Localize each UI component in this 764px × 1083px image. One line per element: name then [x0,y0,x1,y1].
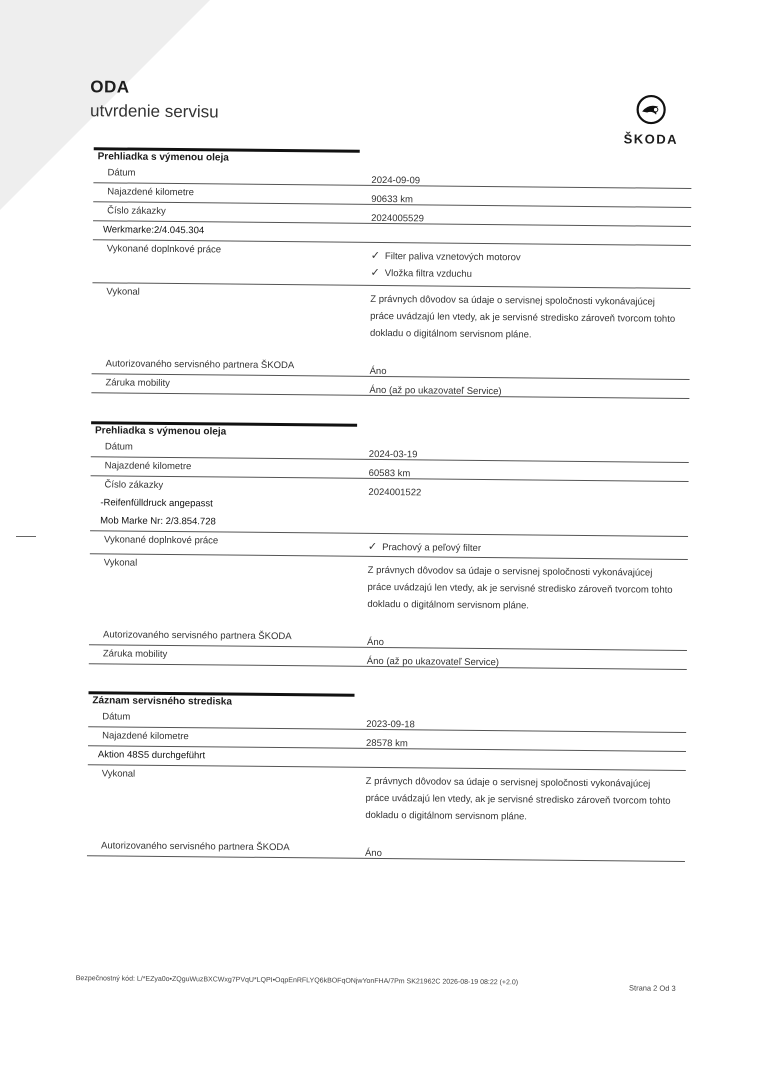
row-additional-work [92,240,690,289]
row-label: Záruka mobility [102,648,168,660]
brand-heading: ODA [90,77,130,97]
row-label: Aktion 48S5 durchgeführt [97,749,206,762]
row-value: Z právnych dôvodov sa údaje o servisnej spoločnosti vykonávajúcej práce uvádzajú len vtedy, ak je servisné stredisko zároveň tvorcom tohto dokladu o digitálnom servisnom pláne. [369,293,676,341]
work-item: Prachový a peľový filter [382,542,482,554]
row-value: 2024-03-19 [368,448,418,461]
row-value: Áno [369,365,387,378]
checkmark-icon: ✓ [370,249,381,262]
row-label: Vykonal [101,768,136,780]
service-section-1 [91,147,691,399]
row-value: Áno [366,636,384,649]
row-value: 2023-09-18 [366,718,415,731]
work-item: Vložka filtra vzduchu [384,268,472,280]
row-value: 28578 km [365,737,408,750]
row-performed-by [89,554,688,632]
row-label: Mob Marke Nr: 2/3.854.728 [100,515,216,528]
row-value [370,248,520,283]
row-label: Autorizovaného servisného partnera ŠKODA [100,840,290,854]
checkmark-icon: ✓ [367,540,378,553]
row-label: Vykonal [106,286,140,298]
row-value: Z právnych dôvodov sa údaje o servisnej spoločnosti vykonávajúcej práce uvádzajú len vtedy, ak je servisné stredisko zároveň tvorcom tohto dokladu o digitálnom servisnom pláne. [365,775,671,823]
row-value: 90633 km [371,193,414,206]
row-performed-by [87,765,686,843]
section-title: Záznam servisného strediska [88,691,354,711]
service-section-2 [89,421,689,670]
row-value: Áno (až po ukazovateľ Service) [366,655,500,669]
row-label: Autorizovaného servisného partnera ŠKODA [105,358,295,372]
checkmark-icon: ✓ [370,266,380,279]
row-label: Najazdené kilometre [107,186,194,199]
row-value: 60583 km [368,467,411,480]
page-number: Strana 2 Od 3 [628,983,676,993]
row-label: Dátum [102,711,131,723]
row-label: Číslo zákazky [107,205,166,217]
row-value: 2024005529 [371,212,424,225]
document-title: utvrdenie servisu [90,101,219,122]
skoda-logo [616,94,686,147]
row-label: Dátum [107,167,136,179]
row-label: Autorizovaného servisného partnera ŠKODA [103,629,292,643]
row-label: Číslo zákazky [104,479,164,491]
row-label: Vykonané doplnkové práce [103,534,219,547]
row-value: 2024001522 [368,486,422,499]
row-label: Vykonal [103,557,138,569]
row-label: Dátum [104,441,133,453]
row-value: 2024-09-09 [371,174,421,187]
row-value: Áno (až po ukazovateľ Service) [369,384,502,398]
skoda-winged-arrow-icon [636,94,666,124]
row-label: Najazdené kilometre [104,460,192,473]
row-value [368,539,481,557]
section-title: Prehliadka s výmenou oleja [91,421,357,441]
work-item: Filter paliva vznetových motorov [384,251,521,264]
row-label: Záruka mobility [105,377,170,389]
service-section-3 [87,691,687,862]
security-code: Bezpečnostný kód: L/*EZya0o•ZQguWuzBXCWxg7PVqU*LQPI•OqpEnRFLYQ6kBOFqONjwYonFHA/7Pm SK21962C 2026-08-19 08:22 (+2.0) [75,975,519,987]
logo-wordmark: ŠKODA [623,131,679,147]
page-footer [75,975,676,993]
row-label: Vykonané doplnkové práce [106,243,222,256]
section-title: Prehliadka s výmenou oleja [94,147,360,167]
row-label: Werkmarke:2/4.045.304 [102,224,205,237]
row-label: Najazdené kilometre [102,730,189,743]
row-label: -Reifenfülldruck angepasst [100,497,213,510]
row-value: Áno [364,847,382,860]
row-value: Z právnych dôvodov sa údaje o servisnej spoločnosti vykonávajúcej práce uvádzajú len vtedy, ak je servisné stredisko zároveň tvorcom tohto dokladu o digitálnom servisnom pláne. [367,564,673,612]
row-performed-by [92,283,691,361]
